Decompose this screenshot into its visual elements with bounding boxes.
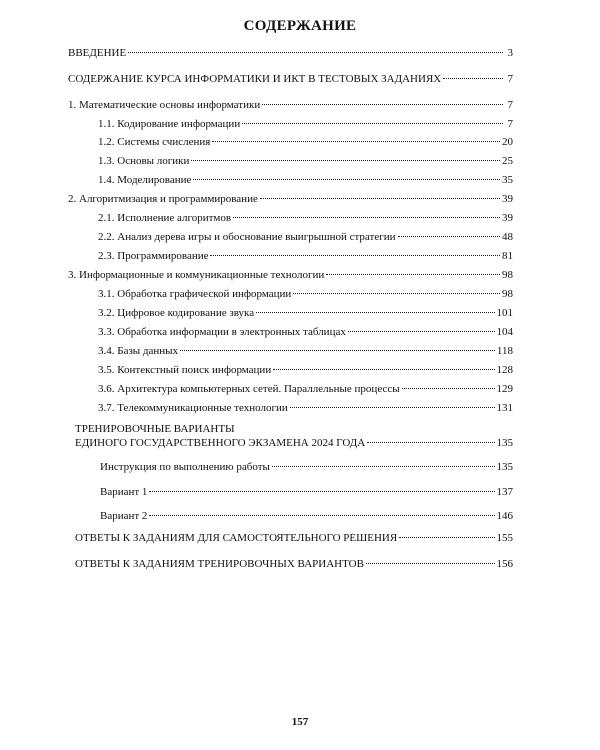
toc-entry-page: 101	[496, 307, 513, 319]
toc-entry-page: 7	[507, 73, 513, 85]
toc-entry-course-content	[68, 72, 513, 86]
toc-entry-2-2	[98, 230, 513, 244]
toc-entry-3-1	[98, 287, 513, 301]
toc-entry-3-7	[98, 401, 513, 415]
toc-entry-page: 156	[496, 558, 513, 570]
toc-entry-text: Вариант 2	[100, 510, 148, 522]
toc-entry-3-3	[98, 325, 513, 339]
toc-entry-text: 3.5. Контекстный поиск информации	[98, 364, 272, 376]
toc-entry-instruction	[100, 460, 513, 474]
toc-entry-1-3	[98, 154, 513, 168]
toc-entry-page: 7	[507, 99, 513, 111]
toc-entry-text: Инструкция по выполнению работы	[100, 461, 270, 473]
toc-entry-3-6	[98, 382, 513, 396]
toc-entry-page: 135	[496, 461, 513, 473]
dot-leader	[242, 123, 503, 124]
page-number: 157	[291, 716, 309, 728]
toc-entry-page: 155	[496, 532, 513, 544]
toc-entry-text: 3.3. Обработка информации в электронных таблицах	[98, 326, 346, 338]
toc-entry-text: СОДЕРЖАНИЕ КУРСА ИНФОРМАТИКИ И ИКТ В ТЕСТОВЫХ ЗАДАНИЯХ	[68, 73, 442, 85]
dot-leader	[191, 160, 500, 161]
toc-entry-text: 3.4. Базы данных	[98, 345, 179, 357]
dot-leader	[128, 52, 503, 53]
dot-leader	[233, 217, 500, 218]
toc-entry-page: 3	[507, 47, 513, 59]
toc-entry-text: 2.2. Анализ дерева игры и обоснование выигрышной стратегии	[98, 231, 396, 243]
toc-entry-text: 1.4. Моделирование	[98, 174, 192, 186]
toc-entry-training-variants	[75, 422, 513, 450]
toc-entry-page: 25	[502, 155, 513, 167]
toc-entry-answers-training	[75, 557, 513, 571]
toc-entry-text: ОТВЕТЫ К ЗАДАНИЯМ ДЛЯ САМОСТОЯТЕЛЬНОГО РЕШЕНИЯ	[75, 532, 398, 544]
toc-entry-page: 131	[496, 402, 513, 414]
toc-entry-text: 3.7. Телекоммуникационные технологии	[98, 402, 288, 414]
toc-entry-text: 3. Информационные и коммуникационные технологии	[68, 269, 325, 281]
dot-leader	[149, 515, 494, 516]
toc-entry-page: 118	[496, 345, 513, 357]
toc-entry-page: 39	[502, 193, 513, 205]
toc-entry-text-line1: ТРЕНИРОВОЧНЫЕ ВАРИАНТЫ	[75, 423, 235, 435]
toc-entry-1-2	[98, 135, 513, 149]
toc-entry-introduction	[68, 46, 513, 60]
toc-entry-page: 81	[502, 250, 513, 262]
toc-entry-page: 20	[502, 136, 513, 148]
toc-entry-text: 3.2. Цифровое кодирование звука	[98, 307, 255, 319]
dot-leader	[262, 104, 503, 105]
toc-entry-text: 2.1. Исполнение алгоритмов	[98, 212, 232, 224]
toc-entry-2-1	[98, 211, 513, 225]
toc-entry-text-line2: ЕДИНОГО ГОСУДАРСТВЕННОГО ЭКЗАМЕНА 2024 ГОДА	[75, 437, 366, 449]
dot-leader	[399, 537, 494, 538]
dot-leader	[180, 350, 495, 351]
dot-leader	[366, 563, 495, 564]
dot-leader	[273, 369, 494, 370]
toc-entry-1-4	[98, 173, 513, 187]
toc-entry-page: 39	[502, 212, 513, 224]
dot-leader	[293, 293, 500, 294]
toc-entry-page: 137	[496, 486, 513, 498]
toc-entry-answers-self	[75, 531, 513, 545]
dot-leader	[149, 491, 494, 492]
toc-entry-page: 129	[496, 383, 513, 395]
toc-entry-text: 1.2. Системы счисления	[98, 136, 211, 148]
toc-entry-text: 1. Математические основы информатики	[68, 99, 261, 111]
dot-leader	[398, 236, 501, 237]
dot-leader	[193, 179, 500, 180]
toc-entry-2-3	[98, 249, 513, 263]
dot-leader	[443, 78, 503, 79]
toc-entry-text: 1.3. Основы логики	[98, 155, 190, 167]
toc-entry-text: ОТВЕТЫ К ЗАДАНИЯМ ТРЕНИРОВОЧНЫХ ВАРИАНТОВ	[75, 558, 364, 570]
dot-leader	[326, 274, 500, 275]
toc-entry-3-4	[98, 344, 513, 358]
toc-entry-section-2	[68, 192, 513, 206]
toc-entry-variant-2	[100, 509, 513, 523]
toc-entry-text: Вариант 1	[100, 486, 148, 498]
toc-entry-page: 98	[502, 269, 513, 281]
toc-entry-text: 3.6. Архитектура компьютерных сетей. Параллельные процессы	[98, 383, 400, 395]
toc-entry-3-2	[98, 306, 513, 320]
dot-leader	[290, 407, 495, 408]
toc-entry-3-5	[98, 363, 513, 377]
toc-entry-section-3	[68, 268, 513, 282]
toc-entry-text: 1.1. Кодирование информации	[98, 118, 241, 130]
dot-leader	[348, 331, 495, 332]
toc-entry-1-1	[98, 117, 513, 131]
dot-leader	[402, 388, 495, 389]
dot-leader	[212, 141, 500, 142]
toc-entry-line2-row	[75, 436, 513, 450]
toc-entry-text: 2.3. Программирование	[98, 250, 209, 262]
toc-entry-text: 3.1. Обработка графической информации	[98, 288, 292, 300]
toc-entry-page: 104	[496, 326, 513, 338]
toc-entry-page: 146	[496, 510, 513, 522]
toc-entry-text: ВВЕДЕНИЕ	[68, 47, 127, 59]
dot-leader	[260, 198, 500, 199]
toc-entry-page: 48	[502, 231, 513, 243]
dot-leader	[256, 312, 494, 313]
dot-leader	[210, 255, 500, 256]
toc-entry-section-1	[68, 98, 513, 112]
toc-entry-text: 2. Алгоритмизация и программирование	[68, 193, 258, 205]
toc-entry-page: 128	[496, 364, 513, 376]
toc-entry-variant-1	[100, 485, 513, 499]
dot-leader	[367, 442, 494, 443]
page-title: СОДЕРЖАНИЕ	[243, 18, 357, 34]
dot-leader	[272, 466, 495, 467]
toc-entry-page: 35	[502, 174, 513, 186]
toc-entry-page: 7	[507, 118, 513, 130]
toc-entry-page: 135	[496, 437, 513, 449]
toc-entry-page: 98	[502, 288, 513, 300]
